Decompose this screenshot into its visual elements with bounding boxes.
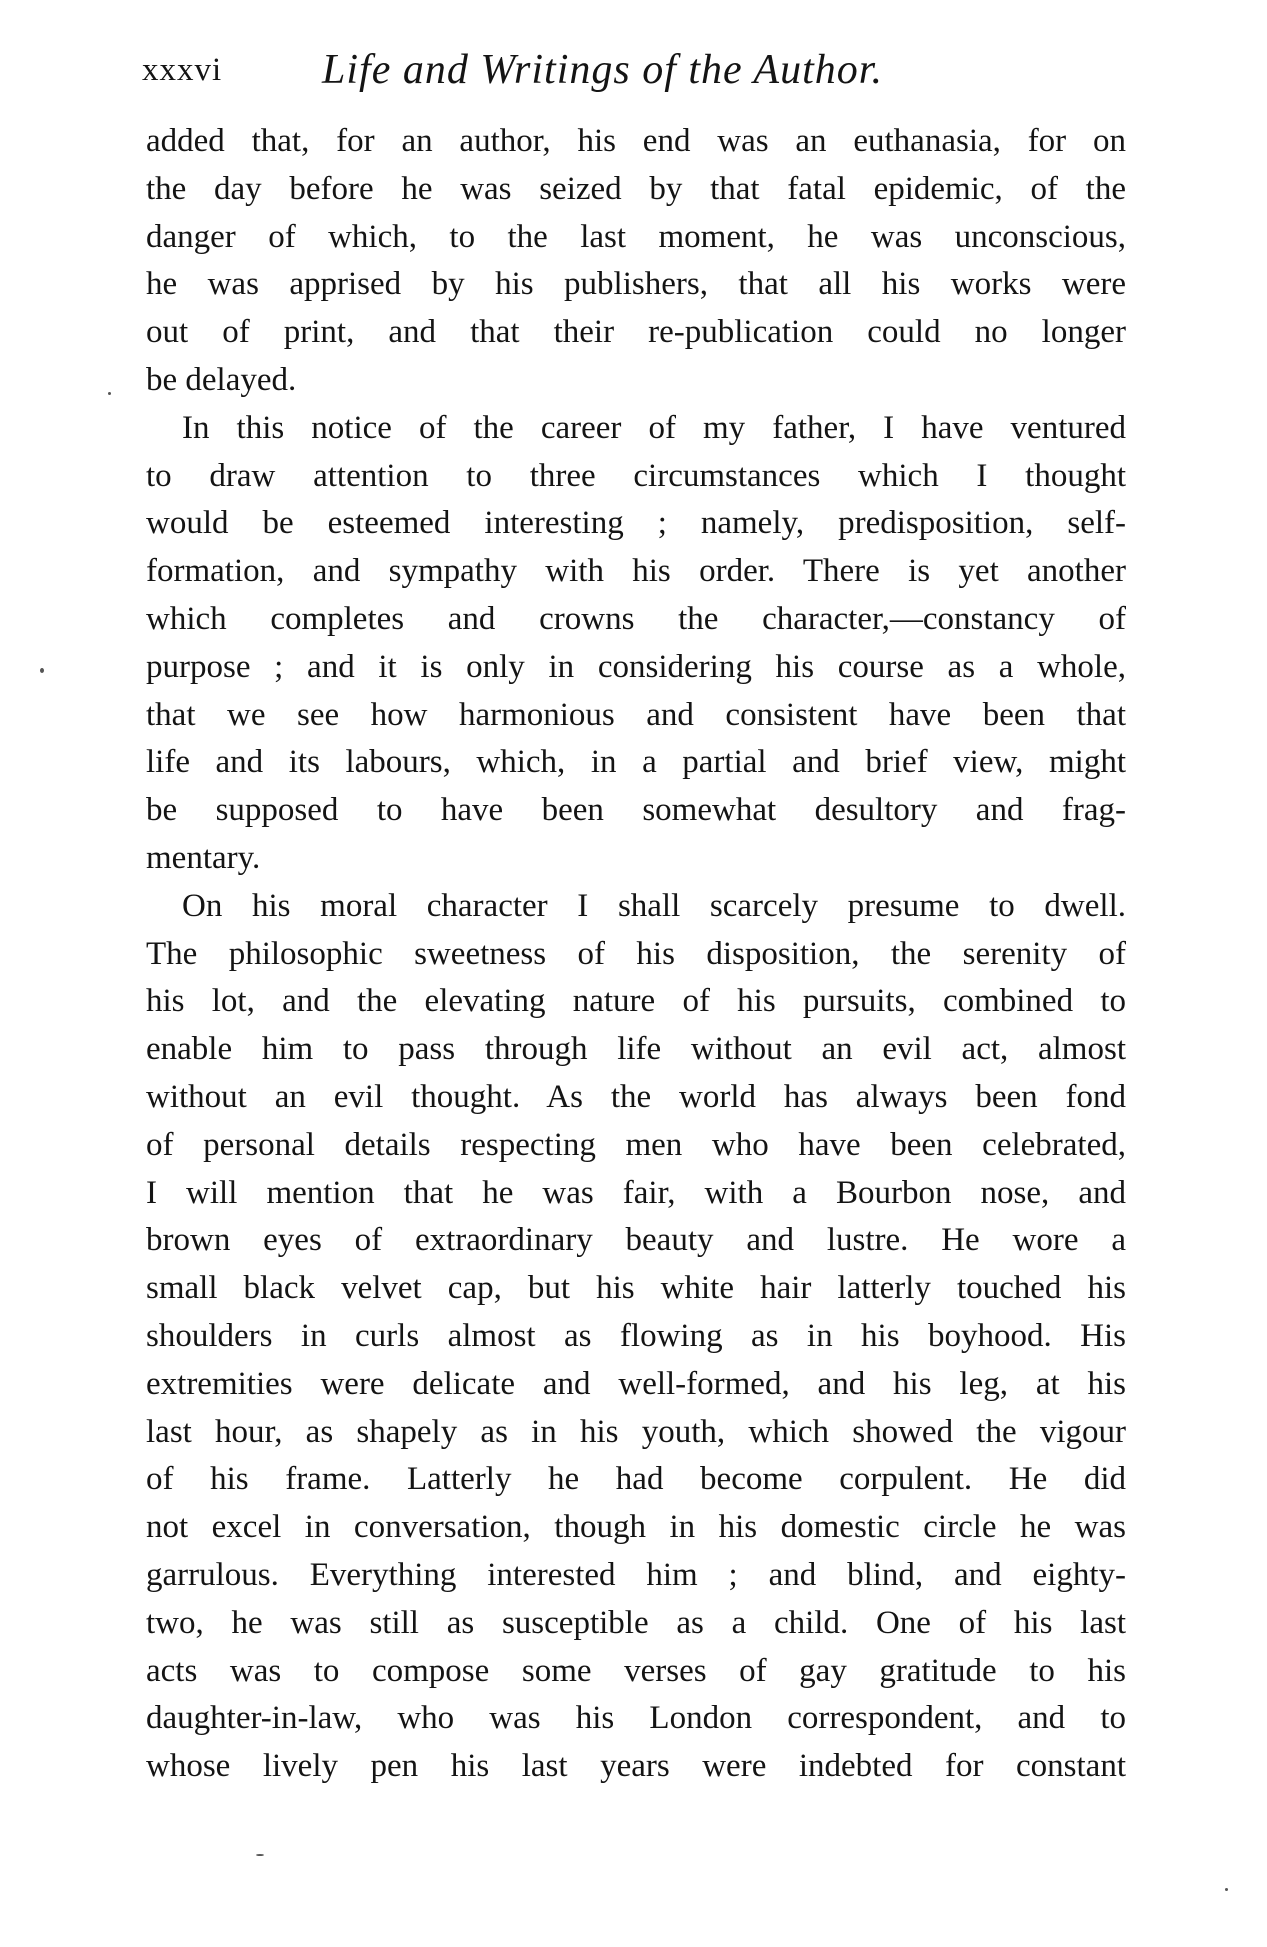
scan-speck: [1225, 1888, 1228, 1891]
text-line: acts was to compose some verses of gay gratitude to his: [146, 1652, 1126, 1689]
text-line: formation, and sympathy with his order. There is yet another: [146, 553, 1126, 590]
text-line: mentary.: [146, 839, 261, 876]
text-line: to draw attention to three circumstances which I thought: [146, 457, 1126, 494]
body-text: [146, 118, 1126, 1791]
page-number: xxxvi: [142, 52, 223, 88]
text-line: his lot, and the elevating nature of his pursuits, combined to: [146, 983, 1126, 1020]
text-line: extremities were delicate and well-formed, and his leg, at his: [146, 1365, 1126, 1402]
running-title: Life and Writings of the Author.: [322, 47, 883, 93]
text-line: of personal details respecting men who have been celebrated,: [146, 1126, 1126, 1163]
text-line: which completes and crowns the character,—constancy of: [146, 600, 1126, 637]
text-line: whose lively pen his last years were indebted for constant: [146, 1748, 1126, 1785]
text-line: added that, for an author, his end was an euthanasia, for on: [146, 123, 1126, 159]
text-line: garrulous. Everything interested him ; and blind, and eighty-: [146, 1556, 1126, 1593]
text-line: danger of which, to the last moment, he was unconscious,: [146, 218, 1126, 255]
text-line: of his frame. Latterly he had become corpulent. He did: [146, 1461, 1126, 1498]
text-line: he was apprised by his publishers, that all his works were: [146, 266, 1126, 303]
text-line: two, he was still as susceptible as a child. One of his last: [146, 1604, 1126, 1641]
scan-speck: [256, 1854, 264, 1856]
text-line: I will mention that he was fair, with a Bourbon nose, and: [146, 1174, 1126, 1211]
text-line: the day before he was seized by that fatal epidemic, of the: [146, 170, 1126, 207]
text-line: small black velvet cap, but his white hair latterly touched his: [146, 1270, 1126, 1307]
text-line: that we see how harmonious and consistent have been that: [146, 696, 1126, 733]
text-line: purpose ; and it is only in considering his course as a whole,: [146, 648, 1126, 685]
text-line: daughter-in-law, who was his London correspondent, and to: [146, 1700, 1126, 1737]
text-line: The philosophic sweetness of his disposition, the serenity of: [146, 935, 1126, 972]
text-line: enable him to pass through life without an evil act, almost: [146, 1031, 1126, 1068]
text-line: without an evil thought. As the world has always been fond: [146, 1078, 1126, 1115]
text-line: be delayed.: [146, 361, 297, 398]
text-line: life and its labours, which, in a partial and brief view, might: [146, 744, 1126, 781]
paragraph-start: In this notice of the career of my father, I have ventured: [182, 409, 1126, 446]
scan-speck: [40, 668, 44, 673]
text-line: shoulders in curls almost as flowing as in his boyhood. His: [146, 1317, 1126, 1354]
text-line: would be esteemed interesting ; namely, predisposition, self-: [146, 505, 1126, 542]
paragraph-start: On his moral character I shall scarcely presume to dwell.: [182, 887, 1126, 924]
text-line: not excel in conversation, though in his domestic circle he was: [146, 1509, 1126, 1546]
text-line: be supposed to have been somewhat desultory and frag-: [146, 792, 1126, 829]
text-line: last hour, as shapely as in his youth, which showed the vigour: [146, 1413, 1126, 1450]
scan-speck: [108, 392, 111, 395]
text-line: out of print, and that their re-publication could no longer: [146, 314, 1126, 351]
text-line: brown eyes of extraordinary beauty and lustre. He wore a: [146, 1222, 1126, 1259]
page-header: [142, 40, 1132, 100]
